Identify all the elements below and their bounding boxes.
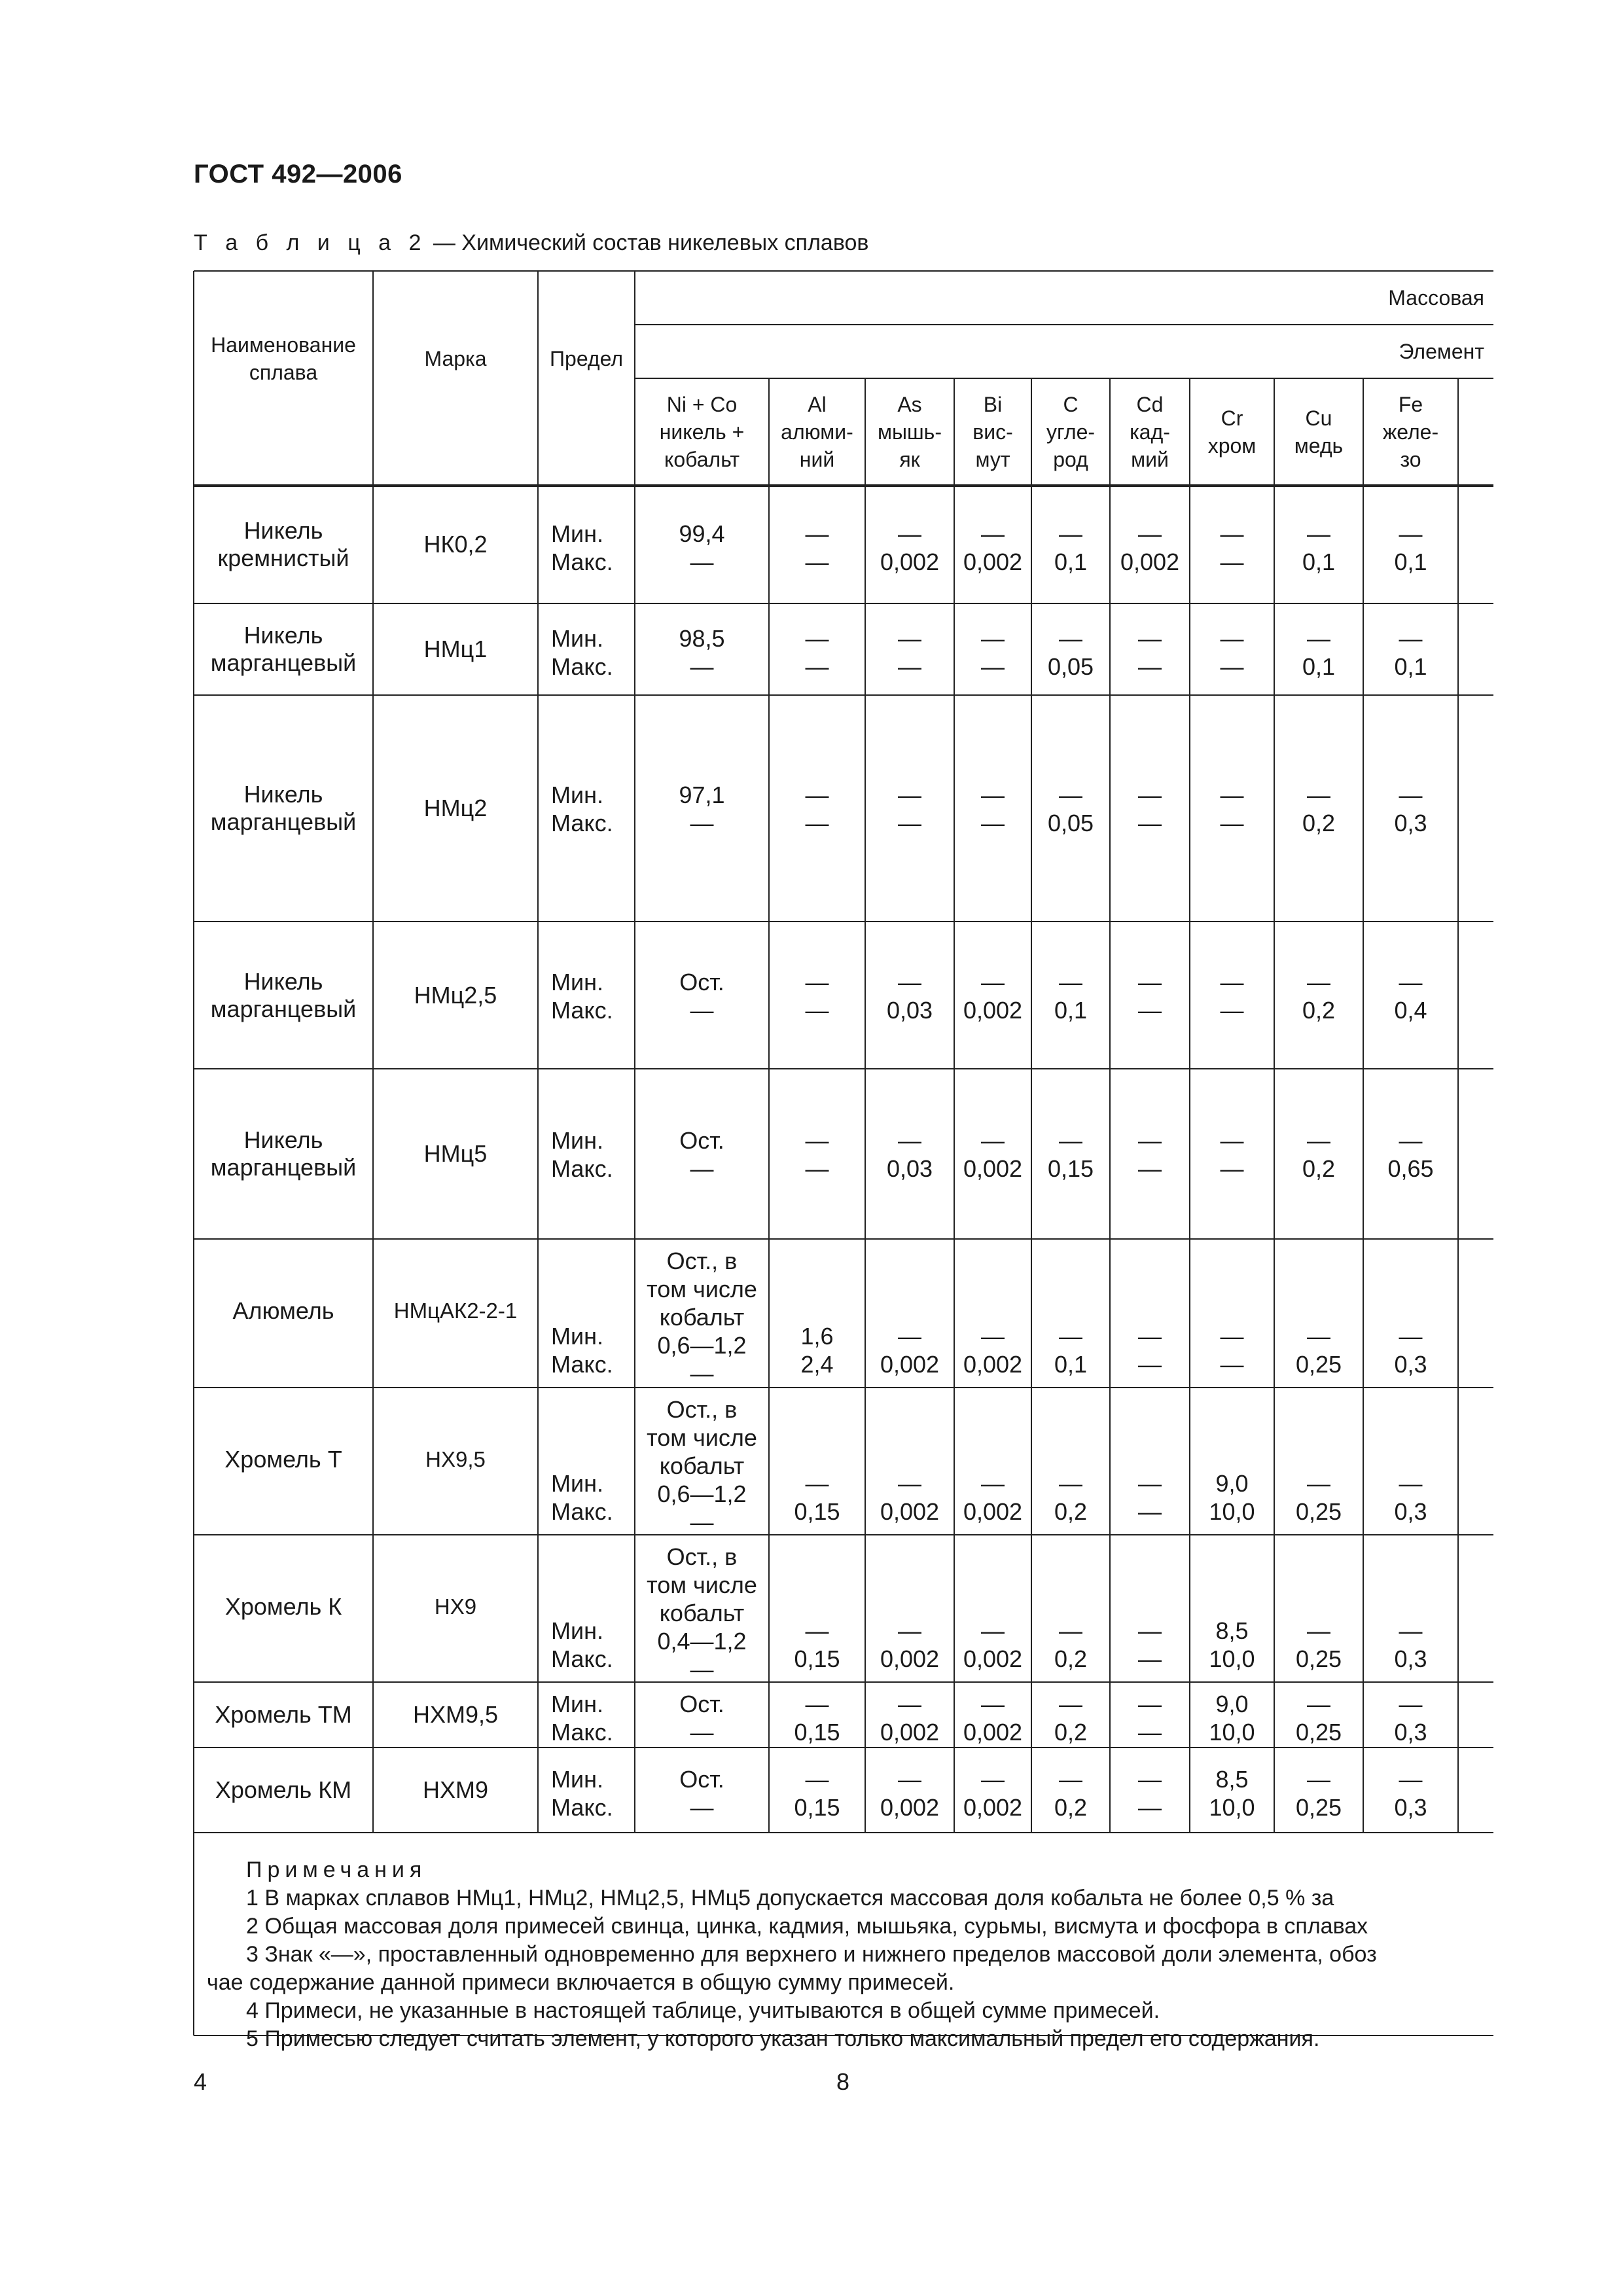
element-value: — — xyxy=(1220,1323,1244,1378)
element-value: 99,4 — xyxy=(679,520,725,575)
element-value: Ост. — xyxy=(679,1691,724,1746)
element-value: — — xyxy=(805,969,829,1024)
element-value: — 0,05 xyxy=(1047,781,1094,836)
element-value: — 0,25 xyxy=(1295,1766,1342,1821)
note-5: 5 Примесью следует считать элемент, у которого указан только максимальный предел его содержания. xyxy=(246,2026,1320,2051)
element-value: — 0,03 xyxy=(886,969,933,1024)
footer-page-left: 4 xyxy=(194,2068,207,2095)
element-value: — 0,2 xyxy=(1054,1691,1088,1746)
element-value: — 0,3 xyxy=(1394,1766,1427,1821)
element-value: — 0,1 xyxy=(1054,1323,1088,1378)
header-element-col: Fe желе- зо xyxy=(1382,393,1439,471)
header-element: Элемент xyxy=(1399,340,1484,363)
limit-labels: Мин. Макс. xyxy=(551,1691,613,1746)
element-value: Ост. — xyxy=(679,1766,724,1821)
limit-labels: Мин. Макс. xyxy=(551,781,613,836)
notes-heading: Примечания xyxy=(246,1857,427,1882)
element-value: — 0,002 xyxy=(880,1766,940,1821)
limit-labels: Мин. Макс. xyxy=(551,520,613,575)
alloy-grade: НМц2,5 xyxy=(414,981,497,1009)
limit-labels: Мин. Макс. xyxy=(551,969,613,1024)
header-element-col: Cr хром xyxy=(1207,406,1257,457)
alloy-name: Никель кремнистый xyxy=(217,517,349,571)
table-notes xyxy=(207,1856,1489,2053)
element-value: — — xyxy=(981,625,1005,680)
element-value: — 0,2 xyxy=(1054,1617,1088,1672)
element-value: — 0,15 xyxy=(794,1617,840,1672)
element-value: — 0,4 xyxy=(1394,969,1427,1024)
element-value: — 0,25 xyxy=(1295,1617,1342,1672)
element-value: 1,6 2,4 xyxy=(800,1323,834,1378)
element-value: — — xyxy=(1138,969,1162,1024)
header-element-col: Ni + Co никель + кобальт xyxy=(659,393,745,471)
ni-co-value: Ост., в том числе кобальт 0,6—1,2 — xyxy=(647,1396,757,1535)
element-value: — 0,25 xyxy=(1295,1691,1342,1746)
element-value: — — xyxy=(1138,1691,1162,1746)
element-value: — 0,3 xyxy=(1394,781,1427,836)
header-element-col: Bi вис- мут xyxy=(972,393,1013,471)
header-limit: Предел xyxy=(550,347,623,370)
element-value: — 0,002 xyxy=(963,1766,1023,1821)
element-value: — — xyxy=(1138,1470,1162,1525)
element-value: — 0,002 xyxy=(963,1617,1023,1672)
element-value: — — xyxy=(1220,781,1244,836)
element-value: — 0,15 xyxy=(1047,1127,1094,1182)
alloy-name: Хромель К xyxy=(224,1593,342,1620)
alloy-name: Алюмель xyxy=(232,1297,334,1324)
element-value: — — xyxy=(805,520,829,575)
element-value: — 0,1 xyxy=(1054,520,1088,575)
element-value: — 0,03 xyxy=(886,1127,933,1182)
element-value: — — xyxy=(1220,1127,1244,1182)
table-caption-label: Т а б л и ц а 2 xyxy=(194,230,427,255)
element-value: — 0,002 xyxy=(880,1470,940,1525)
ni-co-value: Ост., в том числе кобальт 0,6—1,2 — xyxy=(647,1247,757,1387)
element-value: 8,5 10,0 xyxy=(1209,1766,1255,1821)
limit-labels: Мин. Макс. xyxy=(551,1323,613,1378)
document-title: ГОСТ 492—2006 xyxy=(194,160,402,188)
element-value: 97,1 — xyxy=(679,781,725,836)
alloy-name: Хромель Т xyxy=(224,1446,342,1473)
element-value: — 0,3 xyxy=(1394,1691,1427,1746)
element-value: — 0,1 xyxy=(1302,520,1336,575)
element-value: — 0,15 xyxy=(794,1470,840,1525)
alloy-grade: НК0,2 xyxy=(423,531,488,558)
element-value: — 0,25 xyxy=(1295,1323,1342,1378)
note-3: 3 Знак «—», проставленный одновременно для верхнего и нижнего пределов массовой доли элемента, обоз xyxy=(246,1942,1377,1967)
element-value: — 0,1 xyxy=(1394,625,1427,680)
element-value: — 0,002 xyxy=(963,1323,1023,1378)
limit-labels: Мин. Макс. xyxy=(551,1766,613,1821)
element-value: — 0,3 xyxy=(1394,1323,1427,1378)
element-value: — 0,15 xyxy=(794,1766,840,1821)
header-element-col: Al алюми- ний xyxy=(781,393,853,471)
element-value: — — xyxy=(898,625,921,680)
note-2: 2 Общая массовая доля примесей свинца, цинка, кадмия, мышьяка, сурьмы, висмута и фосфора в сплавах xyxy=(246,1914,1368,1939)
alloy-grade: НМц5 xyxy=(423,1140,488,1167)
element-value: — — xyxy=(1220,625,1244,680)
element-value: — 0,2 xyxy=(1054,1766,1088,1821)
element-value: — — xyxy=(1138,625,1162,680)
element-value: — 0,002 xyxy=(880,1323,940,1378)
note-3-continuation: чае содержание данной примеси включается в общую сумму примесей. xyxy=(207,1970,955,1995)
alloy-grade: НХ9 xyxy=(434,1594,477,1619)
header-element-col: C угле- род xyxy=(1046,393,1096,471)
alloy-grade: НМцАК2-2-1 xyxy=(393,1299,518,1323)
element-value: — — xyxy=(1138,1127,1162,1182)
element-value: — 0,1 xyxy=(1302,625,1336,680)
element-value: — — xyxy=(898,781,921,836)
element-value: 8,5 10,0 xyxy=(1209,1617,1255,1672)
limit-labels: Мин. Макс. xyxy=(551,1127,613,1182)
element-value: — 0,002 xyxy=(963,969,1023,1024)
element-value: — 0,002 xyxy=(1120,520,1180,575)
element-value: 9,0 10,0 xyxy=(1209,1470,1255,1525)
element-value: — 0,002 xyxy=(963,1127,1023,1182)
element-value: — 0,002 xyxy=(880,1617,940,1672)
element-value: — 0,2 xyxy=(1054,1470,1088,1525)
element-value: — — xyxy=(1138,1323,1162,1378)
header-element-col: As мышь- як xyxy=(878,393,942,471)
element-value: — 0,002 xyxy=(963,520,1023,575)
element-value: — — xyxy=(1138,781,1162,836)
element-value: Ост. — xyxy=(679,1127,724,1182)
alloy-name: Никель марганцевый xyxy=(210,1126,357,1181)
element-value: — 0,1 xyxy=(1054,969,1088,1024)
element-value: 9,0 10,0 xyxy=(1209,1691,1255,1746)
element-value: — — xyxy=(1138,1617,1162,1672)
header-element-col: Cd кад- мий xyxy=(1130,393,1170,471)
header-element-col: Cu медь xyxy=(1294,406,1344,457)
element-value: — — xyxy=(805,781,829,836)
header-mass-fraction: Массовая xyxy=(1388,286,1484,310)
element-value: — 0,65 xyxy=(1387,1127,1434,1182)
element-value: — 0,05 xyxy=(1047,625,1094,680)
element-value: — 0,002 xyxy=(880,520,940,575)
element-value: — 0,25 xyxy=(1295,1470,1342,1525)
element-value: — 0,1 xyxy=(1394,520,1427,575)
element-value: — — xyxy=(1220,969,1244,1024)
element-value: — 0,3 xyxy=(1394,1617,1427,1672)
element-value: — 0,15 xyxy=(794,1691,840,1746)
element-value: — 0,002 xyxy=(963,1691,1023,1746)
footer-page-center: 8 xyxy=(836,2068,850,2095)
alloy-name: Никель марганцевый xyxy=(210,967,357,1022)
alloy-grade: НМц2 xyxy=(423,795,488,821)
element-value: — — xyxy=(1220,520,1244,575)
element-value: — 0,2 xyxy=(1302,781,1336,836)
note-4: 4 Примеси, не указанные в настоящей таблице, учитываются в общей сумме примесей. xyxy=(246,1998,1160,2023)
element-value: 98,5 — xyxy=(679,625,725,680)
element-value: — 0,2 xyxy=(1302,1127,1336,1182)
alloy-name: Никель марганцевый xyxy=(210,781,357,835)
element-value: — — xyxy=(1138,1766,1162,1821)
alloy-grade: НМц1 xyxy=(423,636,488,662)
element-value: — 0,002 xyxy=(963,1470,1023,1525)
limit-labels: Мин. Макс. xyxy=(551,1470,613,1525)
alloy-name: Хромель КМ xyxy=(215,1776,352,1803)
element-value: — — xyxy=(805,1127,829,1182)
element-value: — 0,3 xyxy=(1394,1470,1427,1525)
ni-co-value: Ост., в том числе кобальт 0,4—1,2 — xyxy=(647,1543,757,1683)
note-1: 1 В марках сплавов НМц1, НМц2, НМц2,5, НМц5 допускается массовая доля кобальта не более 0,5 % за xyxy=(246,1886,1334,1910)
table-caption-text: — Химический состав никелевых сплавов xyxy=(427,230,869,255)
alloy-name: Никель марганцевый xyxy=(210,622,357,676)
header-alloy-name: Наименование сплава xyxy=(211,333,356,384)
alloy-grade: НХМ9 xyxy=(422,1776,489,1803)
element-value: — — xyxy=(805,625,829,680)
element-value: — 0,002 xyxy=(880,1691,940,1746)
alloy-grade: НХ9,5 xyxy=(425,1447,486,1471)
header-grade: Марка xyxy=(424,347,487,370)
alloy-grade: НХМ9,5 xyxy=(412,1701,499,1728)
element-value: — 0,2 xyxy=(1302,969,1336,1024)
limit-labels: Мин. Макс. xyxy=(551,1617,613,1672)
alloy-name: Хромель ТМ xyxy=(215,1701,352,1728)
element-value: — — xyxy=(981,781,1005,836)
limit-labels: Мин. Макс. xyxy=(551,625,613,680)
element-value: Ост. — xyxy=(679,969,724,1024)
